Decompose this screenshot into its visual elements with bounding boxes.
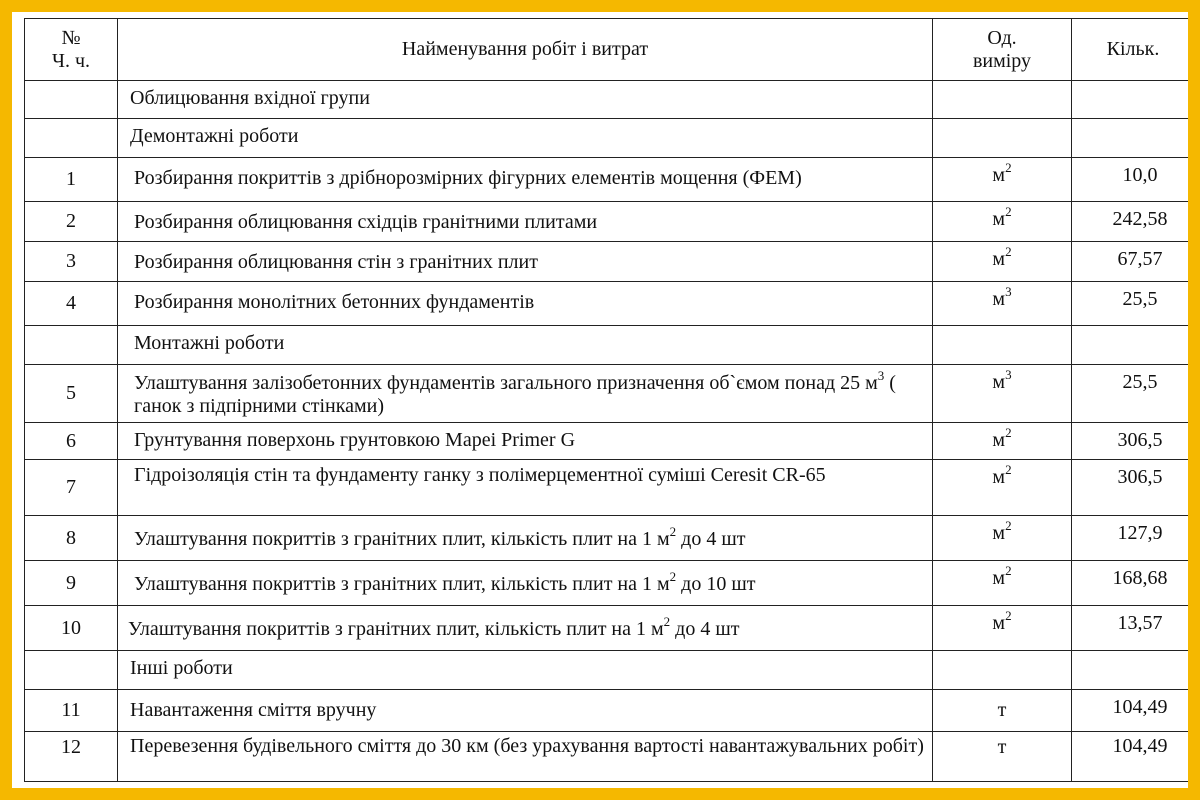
row-unit: т (933, 690, 1072, 732)
row-name: Улаштування покриттів з гранітних плит, кількість плит на 1 $м^2$ до 4 шт (118, 606, 933, 651)
row-quantity: 242,58 (1072, 202, 1189, 242)
table-row (25, 365, 1189, 423)
table-row (25, 690, 1189, 732)
row-name: Улаштування залізобетонних фундаментів загального призначення об`ємом понад 25 $м^3$ ( ганок з підпірними стінками) (118, 365, 933, 423)
row-quantity: 168,68 (1072, 561, 1189, 606)
row-unit: $м^2$ (933, 423, 1072, 460)
row-unit: $м^3$ (933, 365, 1072, 423)
works-table (24, 18, 1188, 782)
row-number: 6 (25, 423, 118, 460)
row-name: Розбирання монолітних бетонних фундаментів (118, 282, 933, 326)
row-number: 7 (25, 460, 118, 516)
table-row (25, 282, 1189, 326)
row-name: Розбирання облицювання східців гранітними плитами (118, 202, 933, 242)
row-quantity: 25,5 (1072, 365, 1189, 423)
row-number: 4 (25, 282, 118, 326)
table-row (25, 516, 1189, 561)
row-unit: $м^2$ (933, 158, 1072, 202)
section-title: Облицювання вхідної групи (118, 81, 933, 119)
section-title: Інші роботи (118, 651, 933, 690)
section-title: Демонтажні роботи (118, 119, 933, 158)
table-row (25, 561, 1189, 606)
row-name: Улаштування покриттів з гранітних плит, кількість плит на 1 $м^2$ до 4 шт (118, 516, 933, 561)
table-row (25, 460, 1189, 516)
row-number: 12 (25, 732, 118, 782)
row-quantity: 306,5 (1072, 423, 1189, 460)
row-unit: $м^2$ (933, 242, 1072, 282)
row-name: Грунтування поверхонь грунтовкою Mapei Primer G (118, 423, 933, 460)
section-row (25, 81, 1189, 119)
row-number: 3 (25, 242, 118, 282)
table-row (25, 242, 1189, 282)
row-number: 8 (25, 516, 118, 561)
row-quantity: 10,0 (1072, 158, 1189, 202)
section-row (25, 326, 1189, 365)
row-number: 1 (25, 158, 118, 202)
header-number: № Ч. ч. (25, 19, 118, 81)
header-quantity: Кільк. (1072, 19, 1189, 81)
row-name: Перевезення будівельного сміття до 30 км (без урахування вартості навантажувальних робіт) (118, 732, 933, 782)
table-row (25, 158, 1189, 202)
row-quantity: 306,5 (1072, 460, 1189, 516)
table-row (25, 202, 1189, 242)
row-number: 11 (25, 690, 118, 732)
row-name: Гідроізоляція стін та фундаменту ганку з полімерцементної суміші Ceresit CR-65 (118, 460, 933, 516)
row-quantity: 25,5 (1072, 282, 1189, 326)
row-name: Улаштування покриттів з гранітних плит, кількість плит на 1 $м^2$ до 10 шт (118, 561, 933, 606)
row-unit: т (933, 732, 1072, 782)
row-name: Розбирання покриттів з дрібнорозмірних фігурних елементів мощення (ФЕМ) (118, 158, 933, 202)
table-row (25, 423, 1189, 460)
row-unit: $м^2$ (933, 516, 1072, 561)
row-unit: $м^3$ (933, 282, 1072, 326)
section-row (25, 119, 1189, 158)
row-unit: $м^2$ (933, 202, 1072, 242)
row-quantity: 104,49 (1072, 732, 1189, 782)
row-quantity: 67,57 (1072, 242, 1189, 282)
row-unit: $м^2$ (933, 561, 1072, 606)
header-unit: Од. виміру (933, 19, 1072, 81)
table-row (25, 606, 1189, 651)
row-number: 5 (25, 365, 118, 423)
row-unit: $м^2$ (933, 606, 1072, 651)
section-row (25, 651, 1189, 690)
header-name: Найменування робіт і витрат (118, 19, 933, 81)
row-unit: $м^2$ (933, 460, 1072, 516)
row-number: 9 (25, 561, 118, 606)
document-frame (12, 12, 1188, 788)
row-number: 10 (25, 606, 118, 651)
row-name: Навантаження сміття вручну (118, 690, 933, 732)
row-quantity: 104,49 (1072, 690, 1189, 732)
row-quantity: 13,57 (1072, 606, 1189, 651)
row-quantity: 127,9 (1072, 516, 1189, 561)
row-name: Розбирання облицювання стін з гранітних плит (118, 242, 933, 282)
section-title: Монтажні роботи (118, 326, 933, 365)
row-number: 2 (25, 202, 118, 242)
table-row (25, 732, 1189, 782)
header-row (25, 19, 1189, 81)
